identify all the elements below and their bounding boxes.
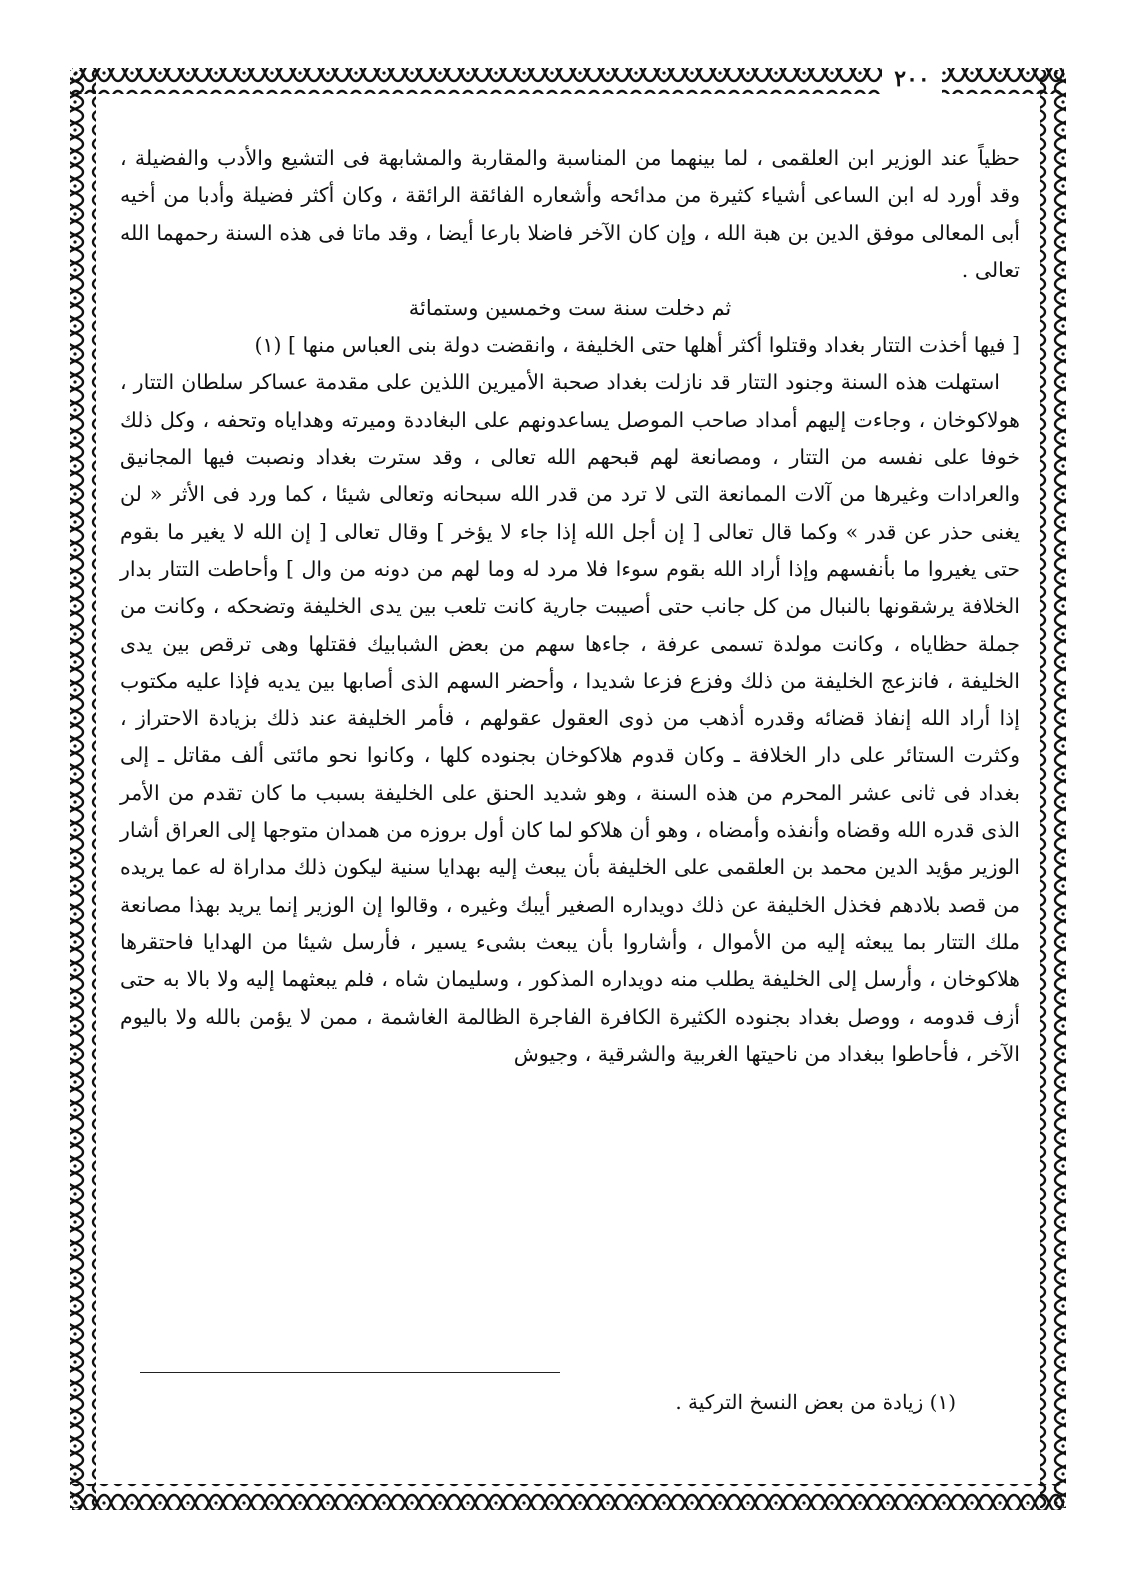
footnote: (١) زيادة من بعض النسخ التركية . <box>675 1390 956 1414</box>
page-number: ٢٠٠ <box>882 62 942 96</box>
main-paragraph: استهلت هذه السنة وجنود التتار قد نازلت بغداد صحبة الأميرين اللذين على مقدمة عساكر سلطان التتار ، هولاكوخان ، وجاءت إليهم أمداد صاحب الموصل يساعدونهم على البغاددة وميرته وهداياه وتحفه ، وكل ذلك خوفا على نفسه من التتار ، ومصانعة لهم قبحهم الله تعالى ، وقد سترت بغداد ونصبت فيها المجانيق والعرادات وغيرها من آلات الممانعة التى لا ترد من قدر الله سبحانه وتعالى شيئا ، كما ورد فى الأثر « لن يغنى حذر عن قدر » وكما قال تعالى [ إن أجل الله إذا جاء لا يؤخر ] وقال تعالى [ إن الله لا يغير ما بقوم حتى يغيروا ما بأنفسهم وإذا أراد الله بقوم سوءا فلا مرد له وما لهم من دونه من وال ] وأحاطت التتار بدار الخلافة يرشقونها بالنبال من كل جانب حتى أصيبت جارية كانت تلعب بين يدى الخليفة وتضحكه ، وكانت من جملة حظاياه ، وكانت مولدة تسمى عرفة ، جاءها سهم من بعض الشبابيك فقتلها وهى ترقص بين يدى الخليفة ، فانزعج الخليفة من ذلك وفزع فزعا شديدا ، وأحضر السهم الذى أصابها بين يديه فإذا عليه مكتوب إذا أراد الله إنفاذ قضائه وقدره أذهب من ذوى العقول عقولهم ، فأمر الخليفة عند ذلك بزيادة الاحتراز ، وكثرت الستائر على دار الخلافة ـ وكان قدوم هلاكوخان بجنوده كلها ، وكانوا نحو مائتى ألف مقاتل ـ إلى بغداد فى ثانى عشر المحرم من هذه السنة ، وهو شديد الحنق على الخليفة بسبب ما كان تقدم من الأمر الذى قدره الله وقضاه وأنفذه وأمضاه ، وهو أن هلاكو لما كان أول بروزه من همدان متوجها إلى العراق أشار الوزير مؤيد الدين محمد بن العلقمى على الخليفة بأن يبعث إليه بهدايا سنية ليكون ذلك مداراة له عما يريده من قصد بلادهم فخذل الخليفة عن ذلك دويداره الصغير أيبك وغيره ، وقالوا إن الوزير إنما يريد بهذا مصانعة ملك التتار بما يبعثه إليه من الأموال ، وأشاروا بأن يبعث بشىء يسير ، فأرسل شيئا من الهدايا فاحتقرها هلاكوخان ، وأرسل إلى الخليفة يطلب منه دويداره المذكور ، وسليمان شاه ، فلم يبعثهما إليه ولا بالا به حتى أزف قدومه ، ووصل بغداد بجنوده الكثيرة الكافرة الفاجرة الظالمة الغاشمة ، ممن لا يؤمن بالله ولا باليوم الآخر ، فأحاطوا ببغداد من ناحيتها الغربية والشرقية ، وجيوش <box>120 370 1020 1066</box>
text-body <box>120 140 1020 1073</box>
footnote-divider <box>140 1372 560 1373</box>
bracketed-summary: [ فيها أخذت التتار بغداد وقتلوا أكثر أهلها حتى الخليفة ، وانقضت دولة بنى العباس منها ] (١) <box>254 333 1020 358</box>
opening-paragraph: حظياً عند الوزير ابن العلقمى ، لما بينهما من المناسبة والمقاربة والمشابهة فى التشيع والأدب والفضيلة ، وقد أورد له ابن الساعى أشياء كثيرة من مدائحه وأشعاره الفائقة الرائقة ، وكان أكثر فضيلة وأدبا من أخيه أبى المعالى موفق الدين بن هبة الله ، وإن كان الآخر فاضلا بارعا أيضا ، وقد ماتا فى هذه السنة رحمهما الله تعالى . <box>120 146 1020 282</box>
year-heading: ثم دخلت سنة ست وخمسين وستمائة <box>408 296 732 321</box>
